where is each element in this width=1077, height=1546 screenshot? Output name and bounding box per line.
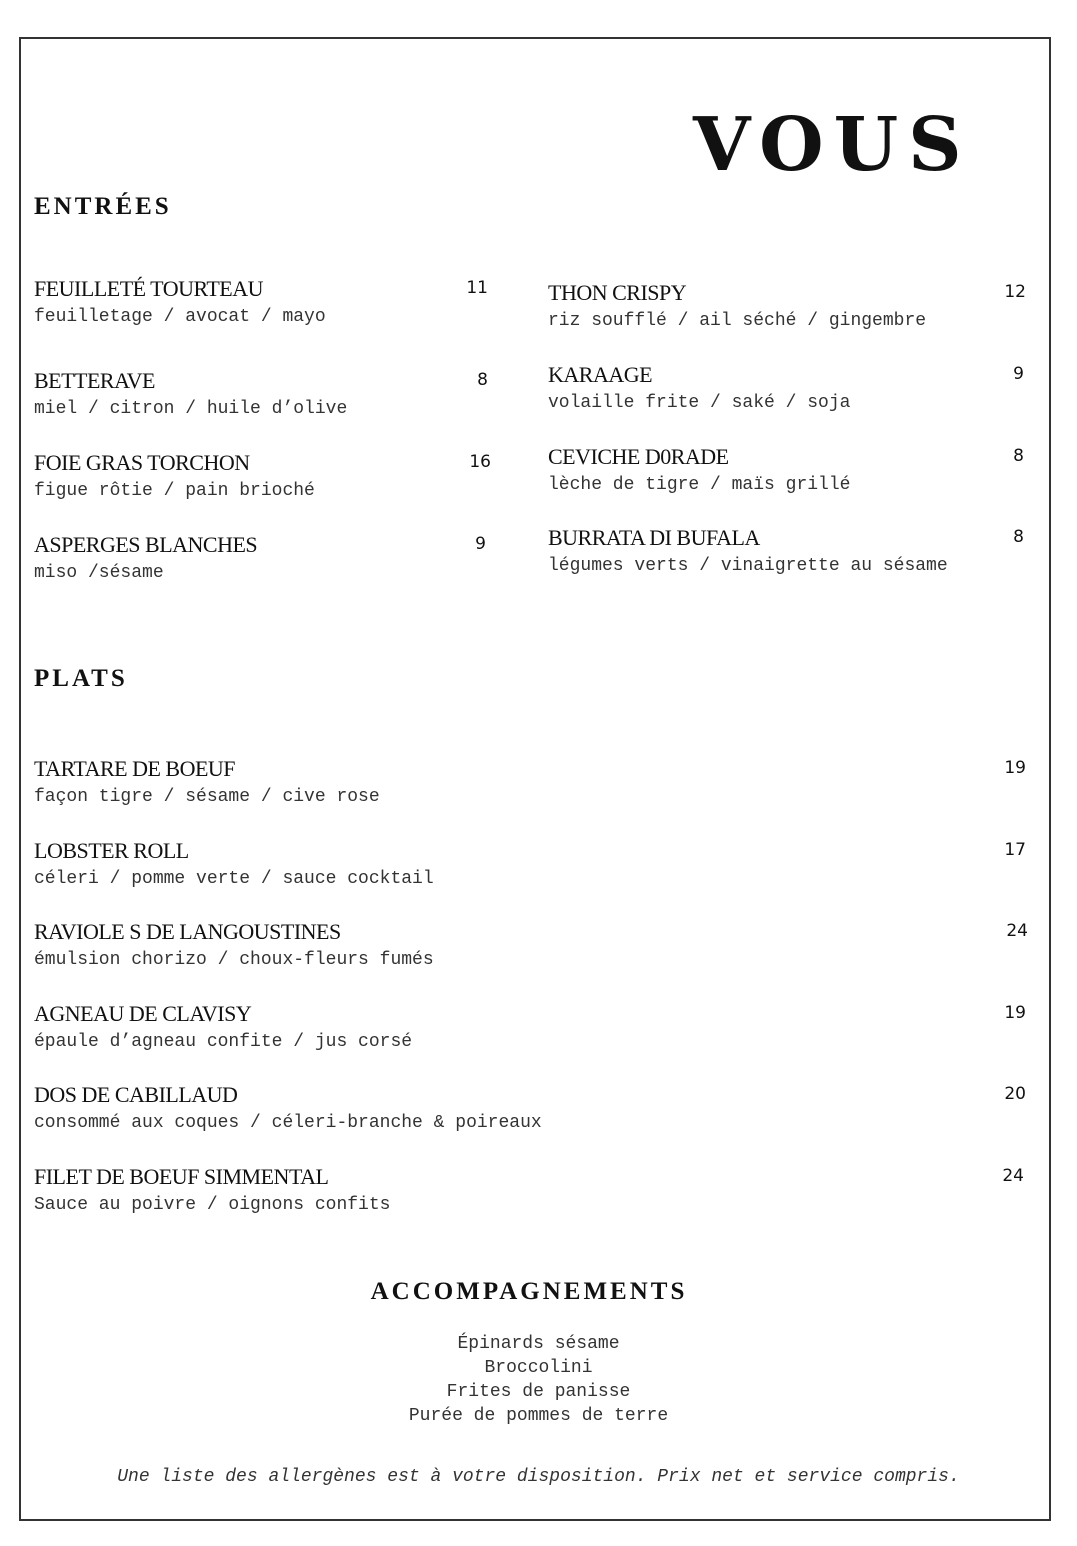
item-price: 9 (475, 534, 486, 554)
item-name: BETTERAVE (34, 368, 155, 393)
section-title-plats: PLATS (34, 665, 128, 692)
item-name: FOIE GRAS TORCHON (34, 450, 250, 475)
item-name: FEUILLETÉ TOURTEAU (34, 276, 264, 301)
item-name: AGNEAU DE CLAVISY (34, 1001, 252, 1026)
item-price: 9 (1013, 364, 1024, 384)
item-description: céleri / pomme verte / sauce cocktail (34, 869, 434, 889)
item-price: 8 (1013, 527, 1024, 547)
item-description: Sauce au poivre / oignons confits (34, 1195, 391, 1215)
item-name: RAVIOLE S DE LANGOUSTINES (34, 919, 341, 944)
item-description: façon tigre / sésame / cive rose (34, 787, 380, 807)
item-name: LOBSTER ROLL (34, 838, 189, 863)
item-price: 12 (1004, 282, 1026, 302)
item-description: riz soufflé / ail séché / gingembre (548, 311, 927, 331)
item-name: KARAAGE (548, 362, 653, 387)
accompagnements-list (0, 1332, 1077, 1428)
item-description: feuilletage / avocat / mayo (34, 307, 326, 327)
item-name: ASPERGES BLANCHES (34, 532, 258, 557)
item-price: 19 (1004, 758, 1026, 778)
item-description: figue rôtie / pain brioché (34, 481, 315, 501)
item-description: consommé aux coques / céleri-branche & poireaux (34, 1113, 542, 1133)
item-description: émulsion chorizo / choux-fleurs fumés (34, 950, 434, 970)
side-item: Purée de pommes de terre (408, 1406, 669, 1426)
item-price: 16 (469, 452, 491, 472)
item-price: 11 (466, 278, 488, 298)
side-item: Épinards sésame (457, 1334, 620, 1354)
side-item: Frites de panisse (446, 1382, 631, 1402)
item-name: FILET DE BOEUF SIMMENTAL (34, 1164, 329, 1189)
item-description: épaule d’agneau confite / jus corsé (34, 1032, 413, 1052)
item-description: miso /sésame (34, 563, 164, 583)
footer-note: Une liste des allergènes est à votre disposition. Prix net et service compris. (117, 1467, 960, 1487)
item-price: 24 (1002, 1166, 1024, 1186)
section-title-accompagnements: ACCOMPAGNEMENTS (370, 1278, 688, 1305)
item-name: BURRATA DI BUFALA (548, 525, 760, 550)
item-name: DOS DE CABILLAUD (34, 1082, 238, 1107)
item-price: 20 (1004, 1084, 1026, 1104)
item-description: lèche de tigre / maïs grillé (548, 475, 851, 495)
item-price: 24 (1006, 921, 1028, 941)
side-item: Broccolini (484, 1358, 593, 1378)
item-name: CEVICHE D0RADE (548, 444, 729, 469)
item-description: volaille frite / saké / soja (548, 393, 851, 413)
item-name: THON CRISPY (548, 280, 687, 305)
item-price: 19 (1004, 1003, 1026, 1023)
item-description: miel / citron / huile d’olive (34, 399, 348, 419)
section-title-entrees: ENTRÉES (34, 193, 172, 220)
item-price: 8 (1013, 446, 1024, 466)
item-price: 17 (1004, 840, 1026, 860)
item-name: TARTARE DE BOEUF (34, 756, 236, 781)
brand-title: VOUS (693, 102, 972, 188)
item-price: 8 (477, 370, 488, 390)
item-description: légumes verts / vinaigrette au sésame (548, 556, 948, 576)
